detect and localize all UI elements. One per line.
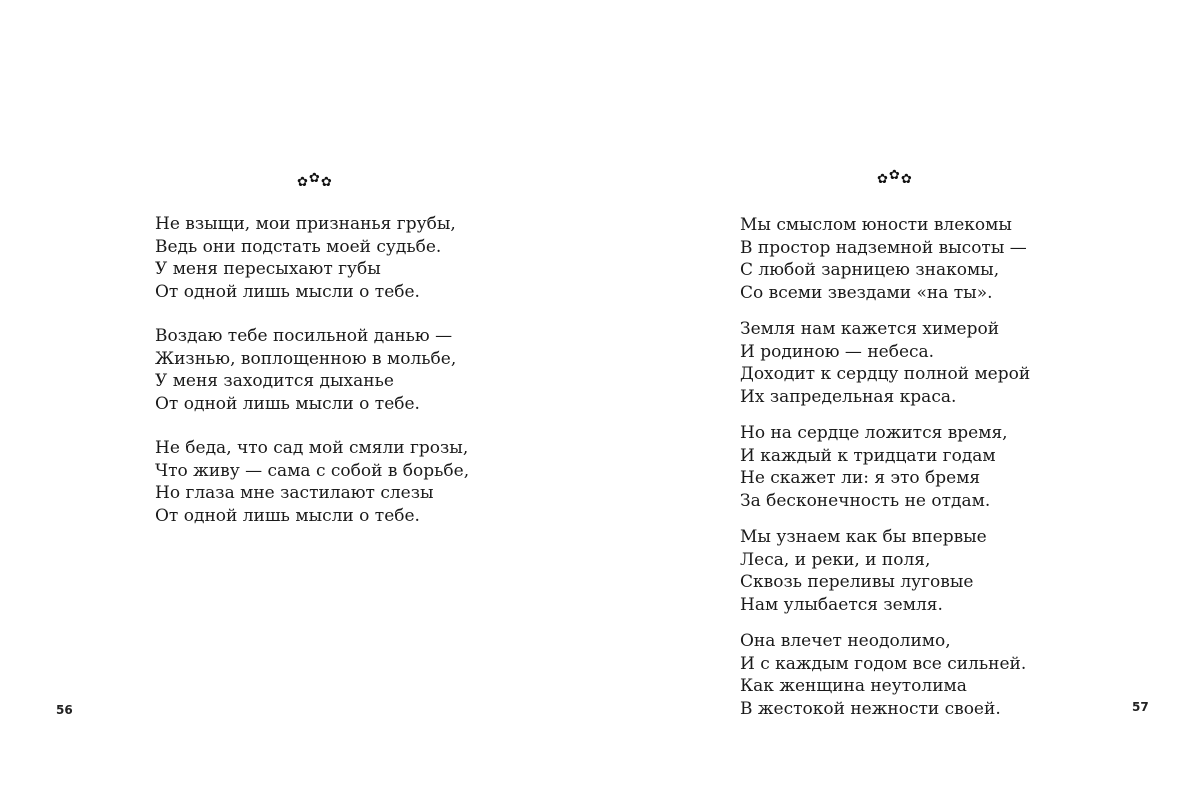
poem-line: Но глаза мне застилают слезы bbox=[155, 483, 434, 503]
poem-line: У меня заходится дыханье bbox=[155, 371, 394, 391]
stanza bbox=[155, 213, 469, 303]
poem-line: Не взыщи, мои признанья грубы, bbox=[155, 214, 456, 234]
poem-line: Доходит к сердцу полной мерой bbox=[740, 364, 1031, 384]
poem-line: У меня пересыхают губы bbox=[155, 259, 381, 279]
poem-line: Нам улыбается земля. bbox=[740, 594, 943, 615]
poem-line: Со всеми звездами «на ты». bbox=[740, 282, 993, 303]
poem-line: За бесконечность не отдам. bbox=[740, 490, 991, 511]
ornament-star: ✿ bbox=[320, 175, 333, 190]
stanza bbox=[740, 422, 1030, 512]
stanza bbox=[740, 526, 1030, 616]
poem-line: Не скажет ли: я это бремя bbox=[740, 468, 981, 488]
left-page bbox=[0, 0, 598, 800]
poem-line: Леса, и реки, и поля, bbox=[740, 549, 931, 570]
poem-line: Ведь они подстать моей судьбе. bbox=[155, 236, 442, 257]
poem-line: Но на сердце ложится время, bbox=[740, 423, 1008, 443]
stanza bbox=[740, 630, 1030, 720]
poem-line: Как женщина неутолима bbox=[740, 676, 967, 696]
poem-line: Их запредельная краса. bbox=[740, 386, 957, 407]
ornament-star: ✿ bbox=[308, 171, 321, 186]
poem-line: Мы смыслом юности влекомы bbox=[740, 215, 1012, 235]
page-number: 56 bbox=[56, 703, 73, 717]
stanza bbox=[155, 325, 469, 415]
poem-line: Она влечет неодолимо, bbox=[740, 631, 951, 651]
poem-line: Воздаю тебе посильной данью — bbox=[155, 326, 453, 346]
poem-line: Сквозь переливы луговые bbox=[740, 572, 974, 592]
stanza bbox=[155, 437, 469, 527]
poem-line: И родиною — небеса. bbox=[740, 341, 935, 362]
poem-line: В жестокой нежности своей. bbox=[740, 698, 1001, 719]
poem-line: В простор надземной высоты — bbox=[740, 237, 1027, 258]
poem-line: От одной лишь мысли о тебе. bbox=[155, 281, 420, 302]
page-number: 57 bbox=[1132, 700, 1149, 714]
poem-line: Жизнью, воплощенною в мольбе, bbox=[155, 348, 457, 369]
poem-line: Не беда, что сад мой смяли грозы, bbox=[155, 438, 469, 458]
ornament-star: ✿ bbox=[297, 175, 309, 190]
ornament-star: ✿ bbox=[900, 172, 913, 187]
poem-line: Что живу — сама с собой в борьбе, bbox=[155, 460, 470, 481]
asterism-ornament bbox=[297, 171, 333, 190]
right-page bbox=[598, 0, 1197, 800]
poem-line: С любой зарницею знакомы, bbox=[740, 260, 1000, 280]
poem-right bbox=[740, 214, 1030, 720]
ornament-star: ✿ bbox=[888, 168, 901, 183]
poem-line: От одной лишь мысли о тебе. bbox=[155, 505, 420, 526]
poem-line: И каждый к тридцати годам bbox=[740, 445, 996, 466]
poem-line: И с каждым годом все сильней. bbox=[740, 653, 1027, 674]
poem-left bbox=[155, 213, 469, 527]
ornament-star: ✿ bbox=[877, 172, 889, 187]
poem-line: От одной лишь мысли о тебе. bbox=[155, 393, 420, 414]
stanza bbox=[740, 318, 1030, 408]
poem-line: Мы узнаем как бы впервые bbox=[740, 527, 987, 547]
asterism-ornament bbox=[877, 168, 913, 187]
stanza bbox=[740, 214, 1030, 304]
poem-line: Земля нам кажется химерой bbox=[740, 319, 1000, 339]
